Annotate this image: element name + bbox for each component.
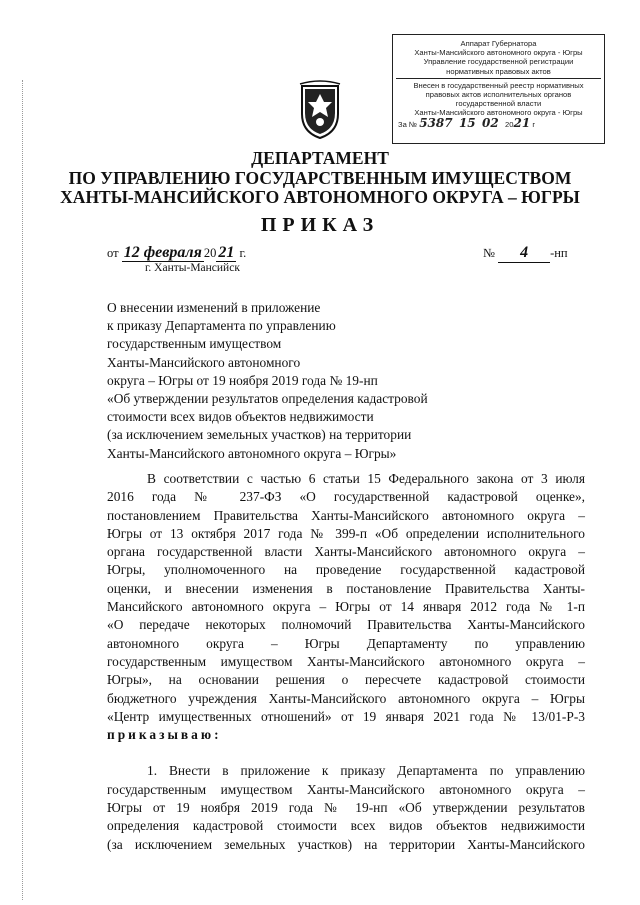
city: г. Ханты-Мансийск [145, 262, 240, 274]
subject-line: Ханты-Мансийского автономного округа – Югры» [107, 445, 397, 461]
preamble-line: постановлением Правительства Ханты-Мансийского автономного округа – [107, 507, 585, 523]
stamp-reg-year: 21 [513, 115, 531, 130]
dept-line: ДЕПАРТАМЕНТ [251, 148, 389, 168]
year-handwritten: 21 [218, 244, 235, 261]
dept-line: ХАНТЫ-МАНСИЙСКОГО АВТОНОМНОГО ОКРУГА – ЮГРЫ [60, 187, 580, 207]
stamp-reg-suffix: г [532, 119, 536, 129]
item-line: государственным имуществом Ханты-Мансийского автономного округа – [107, 781, 585, 797]
dept-line: ПО УПРАВЛЕНИЮ ГОСУДАРСТВЕННЫМ ИМУЩЕСТВОМ [68, 167, 572, 188]
preamble-line: государственным имуществом Ханты-Мансийского автономного округа – [107, 653, 585, 669]
preamble-line: 2016 года № 237-ФЗ «О государственной кадастровой оценке», [107, 489, 585, 505]
preamble-line: органа государственной власти Ханты-Мансийского автономного округа – [107, 544, 585, 560]
stamp-line: нормативных правовых актов [446, 66, 551, 76]
preamble-line: «Центр имущественных отношений» от 19 января 2021 года № 13/01-Р-3 [107, 708, 585, 724]
preamble-line: автономного округа – Югры Департаменту по управлению [107, 635, 585, 651]
stamp-reg-prefix: За № [398, 119, 418, 129]
subject-line: «Об утверждении результатов определения кадастровой [107, 391, 428, 407]
decree-word: приказываю: [107, 727, 222, 743]
registration-stamp [392, 34, 605, 144]
stamp-line: государственной власти [455, 99, 542, 109]
order-number-line [483, 244, 568, 263]
stamp-reg-month: 02 [482, 115, 499, 130]
stamp-line: Управление государственной регистрации [423, 57, 574, 67]
preamble-line: Югры», на основании решения о пересчете кадастровой стоимости [107, 672, 585, 688]
year-prefix: 20 [203, 246, 217, 260]
preamble-line: Югры, уполномоченного на проведение государственной кадастровой [107, 562, 585, 578]
preamble-line: Югры от 13 октября 2017 года № 399-п «Об определении исполнительного [107, 525, 585, 541]
subject-line: к приказу Департамента по управлению [107, 318, 336, 334]
preamble-line: оценки, и внесении изменения в постановление Правительства Ханты- [107, 580, 585, 596]
item-line: 1. Внести в приложение к приказу Департамента по управлению [147, 763, 585, 779]
number-handwritten: 4 [498, 244, 550, 263]
order-subject [107, 299, 487, 463]
stamp-line: правовых актов исполнительных органов [425, 90, 572, 100]
subject-line: стоимости всех видов объектов недвижимости [107, 409, 374, 425]
stamp-registration-line: За № 5387 15 02 2021 г [398, 115, 536, 130]
preamble-line: В соответствии с частью 6 статьи 15 Федерального закона от 3 июля [147, 471, 585, 486]
date-prefix: от [107, 246, 119, 260]
subject-line: государственным имуществом [107, 336, 282, 352]
preamble-line: Мансийского автономного округа – Югры от 14 января 2012 года № 1-п [107, 599, 585, 615]
stamp-reg-number: 5387 [419, 115, 453, 130]
number-suffix: -нп [550, 246, 568, 260]
item-line: определения кадастровой стоимости всех видов объектов недвижимости [107, 818, 585, 834]
date-handwritten: 12 февраля [123, 244, 202, 261]
stamp-line: Ханты-Мансийского автономного округа - Югры [414, 48, 583, 58]
stamp-reg-day: 15 [458, 115, 476, 130]
stamp-line: Внесен в государственный реестр нормативных [413, 80, 584, 90]
stamp-divider [396, 78, 601, 79]
stamp-line: Аппарат Губернатора [460, 39, 537, 48]
department-header [0, 149, 640, 208]
year-suffix: г. [239, 246, 247, 260]
item-line: (за исключением земельных участков) на территории Ханты-Мансийского [107, 836, 585, 852]
preamble-line: бюджетного учреждения Ханты-Мансийского автономного округа – Югры [107, 690, 585, 706]
subject-line: (за исключением земельных участков) на территории [107, 427, 412, 443]
document-type-title: ПРИКАЗ [260, 214, 380, 236]
number-prefix: № [483, 246, 495, 260]
coat-of-arms-icon [298, 80, 342, 140]
order-body [107, 470, 585, 854]
stamp-line: Ханты-Мансийского автономного округа - Югры [414, 108, 583, 118]
preamble-line: «О передаче некоторых полномочий Правительства Ханты-Мансийского [107, 617, 585, 633]
item-line: Югры от 19 ноября 2019 года № 19-нп «Об утверждении результатов [107, 800, 585, 816]
date-line [107, 244, 246, 262]
subject-line: О внесении изменений в приложение [107, 300, 321, 315]
subject-line: Ханты-Мансийского автономного [107, 354, 301, 370]
subject-line: округа – Югры от 19 ноября 2019 года № 19-нп [107, 372, 378, 388]
